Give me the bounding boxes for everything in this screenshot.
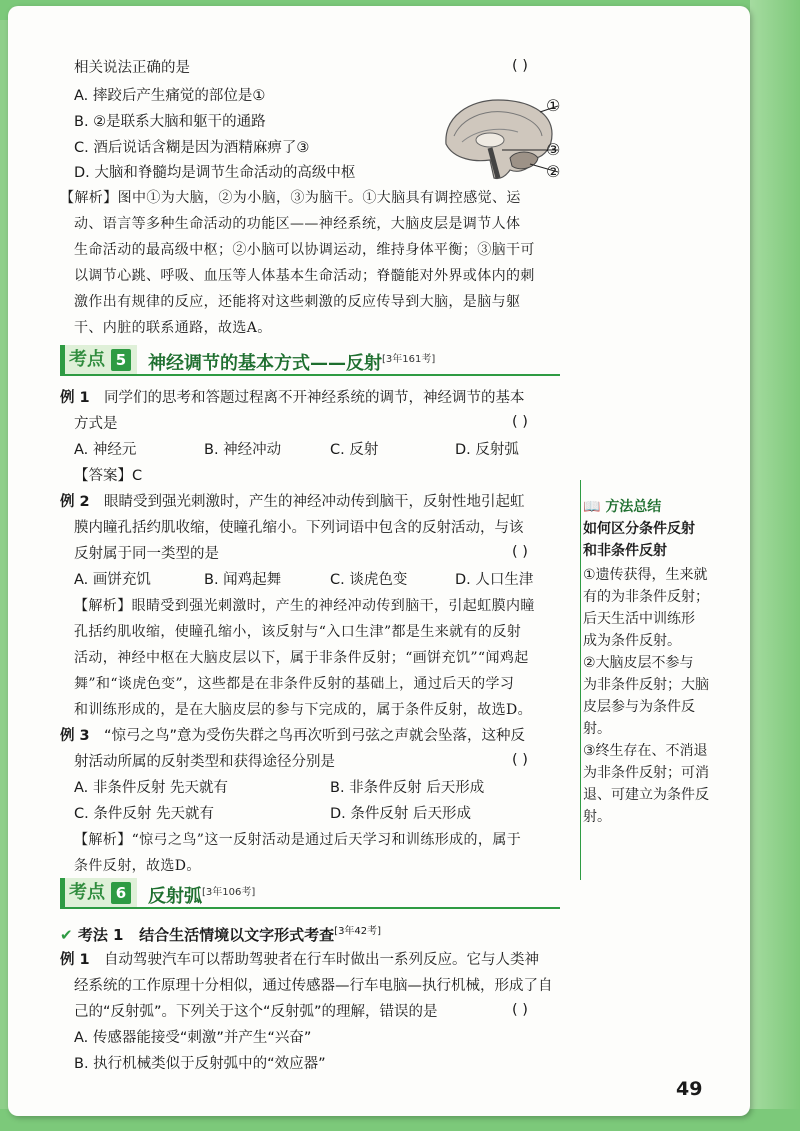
answer-paren: ( ) — [512, 58, 528, 74]
analysis-line: 以调节心跳、呼吸、血压等人体基本生命活动；脊髓能对外界或体内的刺 — [74, 268, 535, 284]
answer-paren: ( ) — [512, 544, 528, 560]
analysis-line: 活动，神经中枢在大脑皮层以下，属于非条件反射；“画饼充饥”“闻鸡起 — [74, 650, 529, 666]
answer: 【答案】C — [74, 468, 143, 484]
option-c: C. 条件反射 先天就有 — [74, 806, 214, 822]
example-stem: 经系统的工作原理十分相似，通过传感器—行车电脑—执行机械，形成了自 — [74, 978, 553, 994]
method-summary-body: ①遗传获得，生来就 有的为非条件反射； 后天生活中训练形 成为条件反射。 ②大脑皮层不参与 为非条件反射；大脑 皮层参与为条件反 射。 ③终生存在、不消退 为非条件反射；可消 退、可建立为条件反 射。 — [583, 567, 709, 825]
analysis-line: 舞”和“谈虎色变”，这些都是在非条件反射的基础上，通过后天的学习 — [74, 676, 515, 692]
option-a: A. 非条件反射 先天就有 — [74, 780, 228, 796]
answer-paren: ( ) — [512, 414, 528, 430]
book-icon: 📖 — [583, 499, 601, 515]
analysis-line: 【解析】眼睛受到强光刺激时，产生的神经冲动传到脑干，引起虹膜内瞳 — [74, 598, 535, 614]
analysis-line: 【解析】“惊弓之鸟”这一反射活动是通过后天学习和训练形成的，属于 — [74, 832, 522, 848]
example-stem: 方式是 — [74, 416, 118, 432]
example-stem: 反射属于同一类型的是 — [74, 546, 219, 562]
option-a: A. 传感器能接受“刺激”并产生“兴奋” — [74, 1030, 312, 1046]
option-c: C. 谈虎色变 — [330, 572, 408, 588]
method-summary-heading: 📖 方法总结 — [583, 499, 662, 515]
option-c: C. 酒后说话含糊是因为酒精麻痹了③ — [74, 140, 310, 156]
example-label: 例 3 — [60, 728, 90, 744]
analysis-line: 条件反射，故选D。 — [74, 858, 201, 874]
section-tag: 考点 6 — [60, 878, 137, 908]
analysis-line: 生命活动的最高级中枢；②小脑可以协调运动，维持身体平衡；③脑干可 — [74, 242, 535, 258]
analysis-line: 干、内脏的联系通路，故选A。 — [74, 320, 272, 336]
option-d: D. 大脑和脊髓均是调节生命活动的高级中枢 — [74, 165, 356, 181]
section-header-5 — [60, 345, 560, 375]
example-label: 例 1 — [60, 952, 90, 968]
option-a: A. 摔跤后产生痛觉的部位是① — [74, 88, 266, 104]
analysis-line: 动、语言等多种生命活动的功能区——神经系统，大脑皮层是调节人体 — [74, 216, 521, 232]
example-label: 例 1 — [60, 390, 90, 406]
example-label: 例 2 — [60, 494, 90, 510]
option-c: C. 反射 — [330, 442, 379, 458]
label-3: ③ — [546, 140, 561, 159]
method-summary-title: 如何区分条件反射 和非条件反射 — [583, 521, 695, 559]
analysis-line: 和训练形成的，是在大脑皮层的参与下完成的，属于条件反射，故选D。 — [74, 702, 533, 718]
option-b: B. 执行机械类似于反射弧中的“效应器” — [74, 1056, 326, 1072]
option-a: A. 神经元 — [74, 442, 137, 458]
analysis-line: 激作出有规律的反应，还能将对这些刺激的反应传导到大脑，是脑与躯 — [74, 294, 521, 310]
option-b: B. 神经冲动 — [204, 442, 282, 458]
section-title: 反射弧[3年106考] — [148, 886, 256, 907]
label-2: ② — [546, 162, 561, 181]
option-d: D. 人口生津 — [455, 572, 534, 588]
example-stem: 膜内瞳孔括约肌收缩，使瞳孔缩小。下列词语中包含的反射活动，与该 — [74, 520, 524, 536]
label-1: ① — [546, 96, 561, 115]
example-stem: 同学们的思考和答题过程离不开神经系统的调节，神经调节的基本 — [104, 390, 525, 406]
option-a: A. 画饼充饥 — [74, 572, 151, 588]
option-b: B. 闻鸡起舞 — [204, 572, 282, 588]
brain-diagram — [440, 96, 560, 182]
example-stem: 自动驾驶汽车可以帮助驾驶者在行车时做出一系列反应。它与人类神 — [104, 952, 539, 968]
option-d: D. 条件反射 后天形成 — [330, 806, 471, 822]
option-d: D. 反射弧 — [455, 442, 519, 458]
analysis-line: 孔括约肌收缩，使瞳孔缩小，该反射与“入口生津”都是生来就有的反射 — [74, 624, 522, 640]
section-title: 神经调节的基本方式——反射[3年161考] — [148, 353, 436, 374]
page-number: 49 — [676, 1078, 703, 1100]
example-stem: 射活动所属的反射类型和获得途径分别是 — [74, 754, 335, 770]
section-tag: 考点 5 — [60, 345, 137, 375]
section-header-6 — [60, 878, 560, 908]
example-stem: 己的“反射弧”。下列关于这个“反射弧”的理解，错误的是 — [74, 1004, 438, 1020]
question-stem: 相关说法正确的是 — [74, 60, 190, 76]
answer-paren: ( ) — [512, 1002, 528, 1018]
method-heading: ✔ 考法 1 结合生活情境以文字形式考查[3年42考] — [60, 926, 382, 944]
option-b: B. ②是联系大脑和躯干的通路 — [74, 114, 266, 130]
option-b: B. 非条件反射 后天形成 — [330, 780, 485, 796]
example-stem: “惊弓之鸟”意为受伤失群之鸟再次听到弓弦之声就会坠落，这种反 — [104, 728, 526, 744]
check-icon: ✔ — [60, 926, 73, 944]
right-green-border — [750, 0, 800, 1131]
example-stem: 眼睛受到强光刺激时，产生的神经冲动传到脑干，反射性地引起虹 — [104, 494, 525, 510]
analysis-line: 【解析】图中①为大脑，②为小脑，③为脑干。①大脑具有调控感觉、运 — [60, 190, 521, 206]
answer-paren: ( ) — [512, 752, 528, 768]
sidebar-divider — [580, 480, 581, 880]
